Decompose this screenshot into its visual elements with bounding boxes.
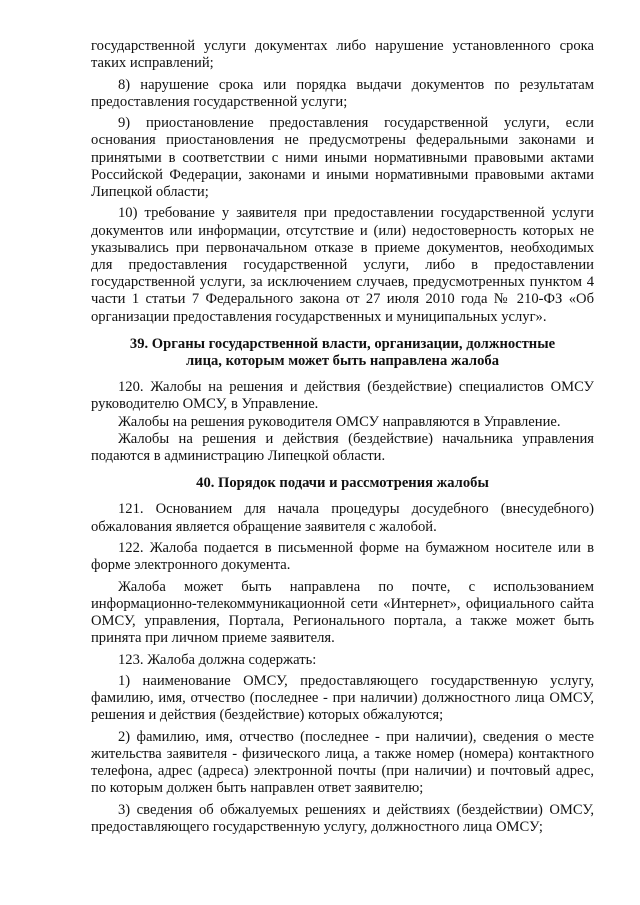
section-39-heading (91, 336, 594, 370)
list-item-8: 8) нарушение срока или порядка выдачи документов по результатам предоставления государственной услуги; (91, 76, 594, 110)
paragraph-120: 120. Жалобы на решения и действия (бездействие) специалистов ОМСУ руководителю ОМСУ, в Управление. (91, 379, 594, 413)
list-item-10: 10) требование у заявителя при предоставлении государственной услуги документов или информации, отсутствие и (или) недостоверность которых не указывались при первоначальном отказе в приеме документов, необходимых для предоставления государственной услуги, либо в предоставлении государственной услуги, за исключением случаев, предусмотренных пунктом 4 части 1 статьи 7 Федерального закона от 27 июля 2010 года № 210-ФЗ «Об организации предоставления государственных и муниципальных услуг». (91, 205, 594, 325)
paragraph-continuation: государственной услуги документах либо нарушение установленного срока таких исправлений; (91, 38, 594, 72)
section-40-heading (91, 475, 594, 492)
paragraph-121: 121. Основанием для начала процедуры досудебного (внесудебного) обжалования является обращение заявителя с жалобой. (91, 501, 594, 535)
list-item-123-1: 1) наименование ОМСУ, предоставляющего государственную услугу, фамилию, имя, отчество (последнее - при наличии) должностного лица ОМСУ, решения и действия (бездействие) которых обжалуются; (91, 673, 594, 724)
list-item-9: 9) приостановление предоставления государственной услуги, если основания приостановления не предусмотрены федеральными законами и принятыми в соответствии с ними иными нормативными правовыми актами Российской Федерации, законами и иными нормативными правовыми актами Липецкой области; (91, 115, 594, 200)
section-40-heading-line: 40. Порядок подачи и рассмотрения жалобы (196, 475, 489, 492)
paragraph-123: 123. Жалоба должна содержать: (118, 651, 317, 668)
section-39-heading-line2: лица, которым может быть направлена жалоба (185, 353, 499, 370)
list-item-123-2: 2) фамилию, имя, отчество (последнее - при наличии), сведения о месте жительства заявителя - физического лица, а также номер (номера) контактного телефона, адрес (адреса) электронной почты (при наличии) и почтовый адрес, по которым должен быть направлен ответ заявителю; (91, 728, 594, 797)
section-39-heading-line1: 39. Органы государственной власти, организации, должностные (129, 335, 556, 352)
paragraph-122: 122. Жалоба подается в письменной форме на бумажном носителе или в форме электронного документа. (91, 540, 594, 574)
paragraph-122-b: Жалоба может быть направлена по почте, с использованием информационно-телекоммуникационной сети «Интернет», официального сайта ОМСУ, управления, Портала, Регионального портала, а также может быть принята при личном приеме заявителя. (91, 578, 594, 647)
paragraph-120-b: Жалобы на решения руководителя ОМСУ направляются в Управление. (118, 413, 561, 430)
document-page (91, 38, 594, 840)
list-item-123-3: 3) сведения об обжалуемых решениях и действиях (бездействии) ОМСУ, предоставляющего государственную услугу, должностного лица ОМСУ; (91, 801, 594, 836)
paragraph-120-c: Жалобы на решения и действия (бездействие) начальника управления подаются в администрацию Липецкой области. (91, 430, 594, 465)
